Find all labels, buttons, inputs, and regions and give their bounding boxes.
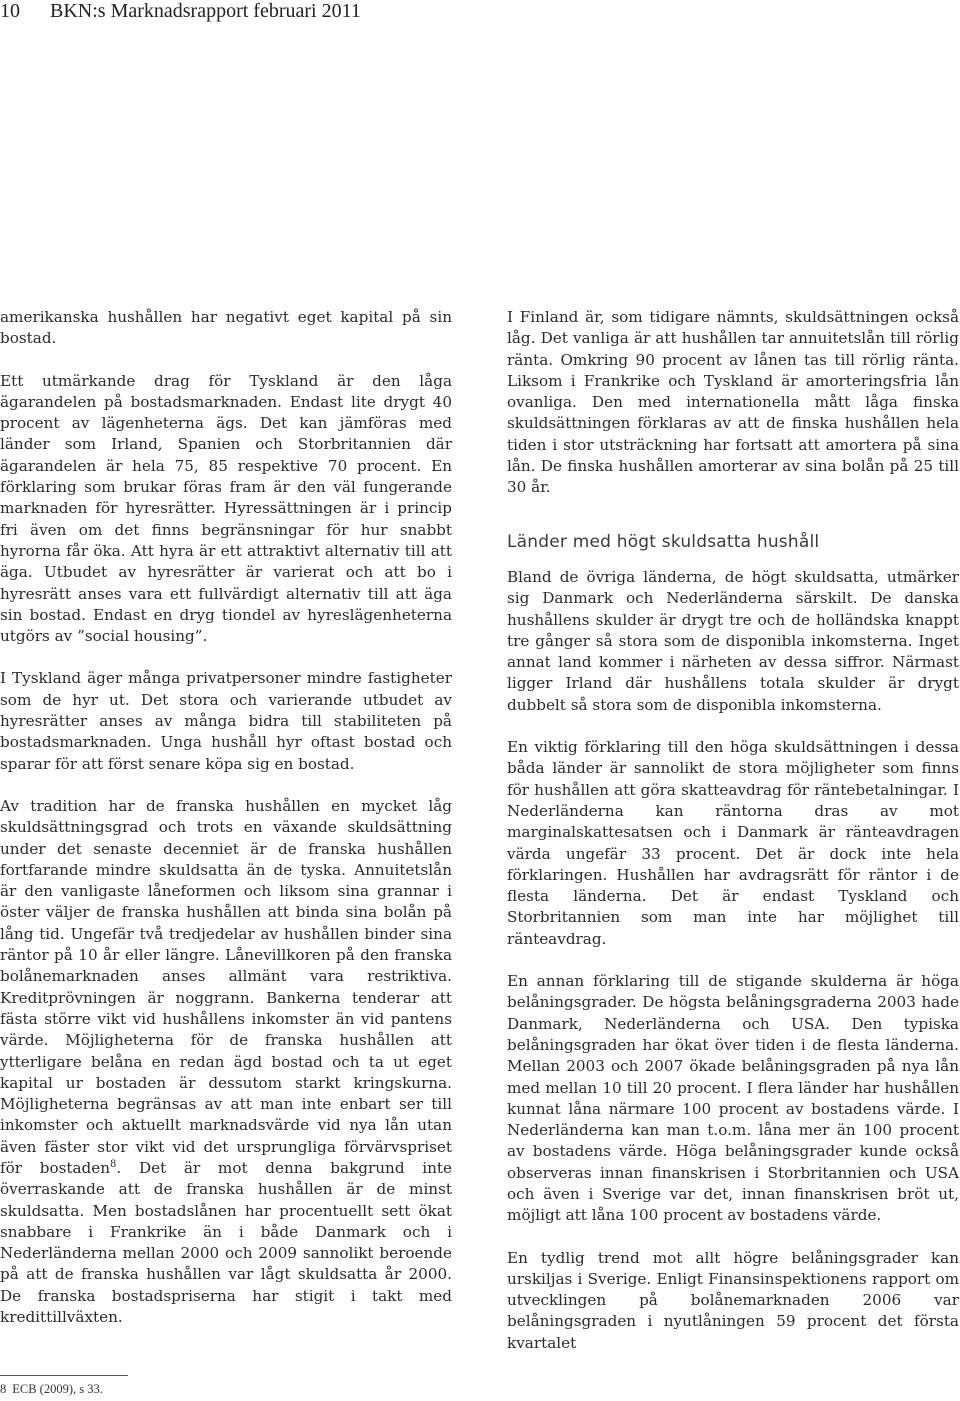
paragraph: amerikanska hushållen har negativt eget kapital på sin bostad. — [0, 308, 452, 348]
publication-title: BKN:s Marknadsrapport februari 2011 — [50, 0, 361, 22]
footnote-number: 8 — [0, 1382, 7, 1396]
footnote-reference: 8 — [110, 1158, 117, 1170]
paragraph: En viktig förklaring till den höga skuldsättningen i dessa båda länder är sannolikt de stora möjligheter som finns för hushållen att göra skatteavdrag för räntebetalningar. I Nederländerna kan räntorna dras av mot marginalskattesatsen och i Danmark är ränteavdragen värda ungefär 33 procent. Det är dock inte hela förklaringen. Hushållen har avdragsrätt för räntor i de flesta länderna. Det är endast Tyskland och Storbritannien som man inte har möjlighet till ränteavdrag. — [507, 738, 959, 948]
footnote — [0, 1382, 103, 1397]
page-number: 10 — [0, 0, 20, 22]
paragraph-text: Av tradition har de franska hushållen en mycket låg skuldsättningsgrad och trots en växande skuldsättning under det senaste decenniet är de franska hushållen fortfarande mindre skuldsatta än de tyska. Annuitetslån är den vanligaste låneformen och liksom sina grannar i öster väljer de franska hushållen att binda sina bolån på lång tid. Ungefär två tredjedelar av hushållen binder sina räntor på 10 år eller längre. Lånevillkoren på den franska bolånemarknaden anses allmänt vara restriktiva. Kreditprövningen är noggrann. Bankerna tenderar att fästa större vikt vid hushållens inkomster än vid pantens värde. Möjligheterna för de franska hushållen att ytterligare belåna en redan ägd bostad och ta ut eget kapital ur bostaden är dessutom starkt kringskurna. Möjligheterna begränsas av att man inte enbart ser till inkomster och aktuellt marknadsvärde vid nya lån utan även fäster stor vikt vid det ursprungliga förvärvspriset för bostaden — [0, 796, 452, 1177]
paragraph: I Tyskland äger många privatpersoner mindre fastigheter som de hyr ut. Det stora och varierande utbudet av hyresrätter anses av många bidra till stabiliteten på bostadsmarknaden. Unga hushåll hyr oftast bostad och sparar för att först senare köpa sig en bostad. — [0, 669, 452, 773]
footnote-text: ECB (2009), s 33. — [12, 1382, 103, 1396]
running-header — [0, 0, 361, 23]
left-column — [0, 307, 452, 1349]
section-heading: Länder med högt skuldsatta hushåll — [507, 531, 820, 552]
right-column — [507, 307, 959, 1375]
paragraph: En tydlig trend mot allt högre belåningsgrader kan urskiljas i Sverige. Enligt Finansinspektionens rapport om utvecklingen på bolånemarknaden 2006 var belåningsgraden i nyutlåningen 59 procent det första kvartalet — [507, 1248, 959, 1352]
paragraph: I Finland är, som tidigare nämnts, skuldsättningen också låg. Det vanliga är att hushållen tar annuitetslån till rörlig ränta. Omkring 90 procent av lånen tas till rörlig ränta. Liksom i Frankrike och Tyskland är amorteringsfria lån ovanliga. Den med internationella mått låga finska skuldsättningen förklaras av att de finska hushållen hela tiden i stor utsträckning har fortsatt att amortera på sina lån. De finska hushållen amorterar av sina bolån på 25 till 30 år. — [507, 308, 959, 497]
paragraph: En annan förklaring till de stigande skulderna är höga belåningsgrader. De högsta belåningsgraderna 2003 hade Danmark, Nederländerna och USA. Den typiska belåningsgraden har ökat över tiden i de flesta länderna. Mellan 2003 och 2007 ökade belåningsgraden på nya lån med mellan 10 till 20 procent. I flera länder har hushållen kunnat låna närmare 100 procent av bostadens värde. I Nederländerna kan man t.o.m. låna mer än 100 procent av bostadens värde. Höga belåningsgrader kunde också observeras innan finanskrisen i Storbritannien och USA och även i Sverige var det, innan finanskrisen bröt ut, möjligt att låna 100 procent av bostadens värde. — [507, 972, 959, 1225]
paragraph-text: . Det är mot denna bakgrund inte överraskande att de franska hushållen är de minst skuldsatta. Men bostadslånen har procentuellt sett ökat snabbare i Frankrike än i både Danmark och i Nederländerna mellan 2000 och 2009 sannolikt beroende på att de franska hushållen var lågt skuldsatta år 2000. De franska bostadspriserna har stigit i takt med kredittillväxten. — [0, 1158, 452, 1327]
paragraph: Ett utmärkande drag för Tyskland är den låga ägarandelen på bostadsmarknaden. Endast lite drygt 40 procent av lägenheterna ägs. Det kan jämföras med länder som Irland, Spanien och Storbritannien där ägarandelen är hela 75, 85 respektive 70 procent. En förklaring som brukar föras fram är den väl fungerande marknaden för hyresrätter. Hyressättningen är i princip fri även om det finns begränsningar för hur snabbt hyrorna får öka. Att hyra är ett attraktivt alternativ till att äga. Utbudet av hyresrätter är varierat och att bo i hyresrätt anses vara ett fullvärdigt alternativ till att äga sin bostad. Endast en dryg tiondel av hyreslägenheterna utgörs av ”social housing”. — [0, 371, 452, 646]
footnote-divider — [0, 1375, 128, 1376]
paragraph-france — [0, 796, 452, 1328]
paragraph: Bland de övriga länderna, de högt skuldsatta, utmärker sig Danmark och Nederländerna särskilt. De danska hushållens skulder är drygt tre och de holländska knappt tre gånger så stora som de disponibla inkomsterna. Inget annat land kommer i närheten av dessa siffror. Närmast ligger Irland där hushållens totala skulder är drygt dubbelt så stora som de disponibla inkomsterna. — [507, 567, 959, 714]
